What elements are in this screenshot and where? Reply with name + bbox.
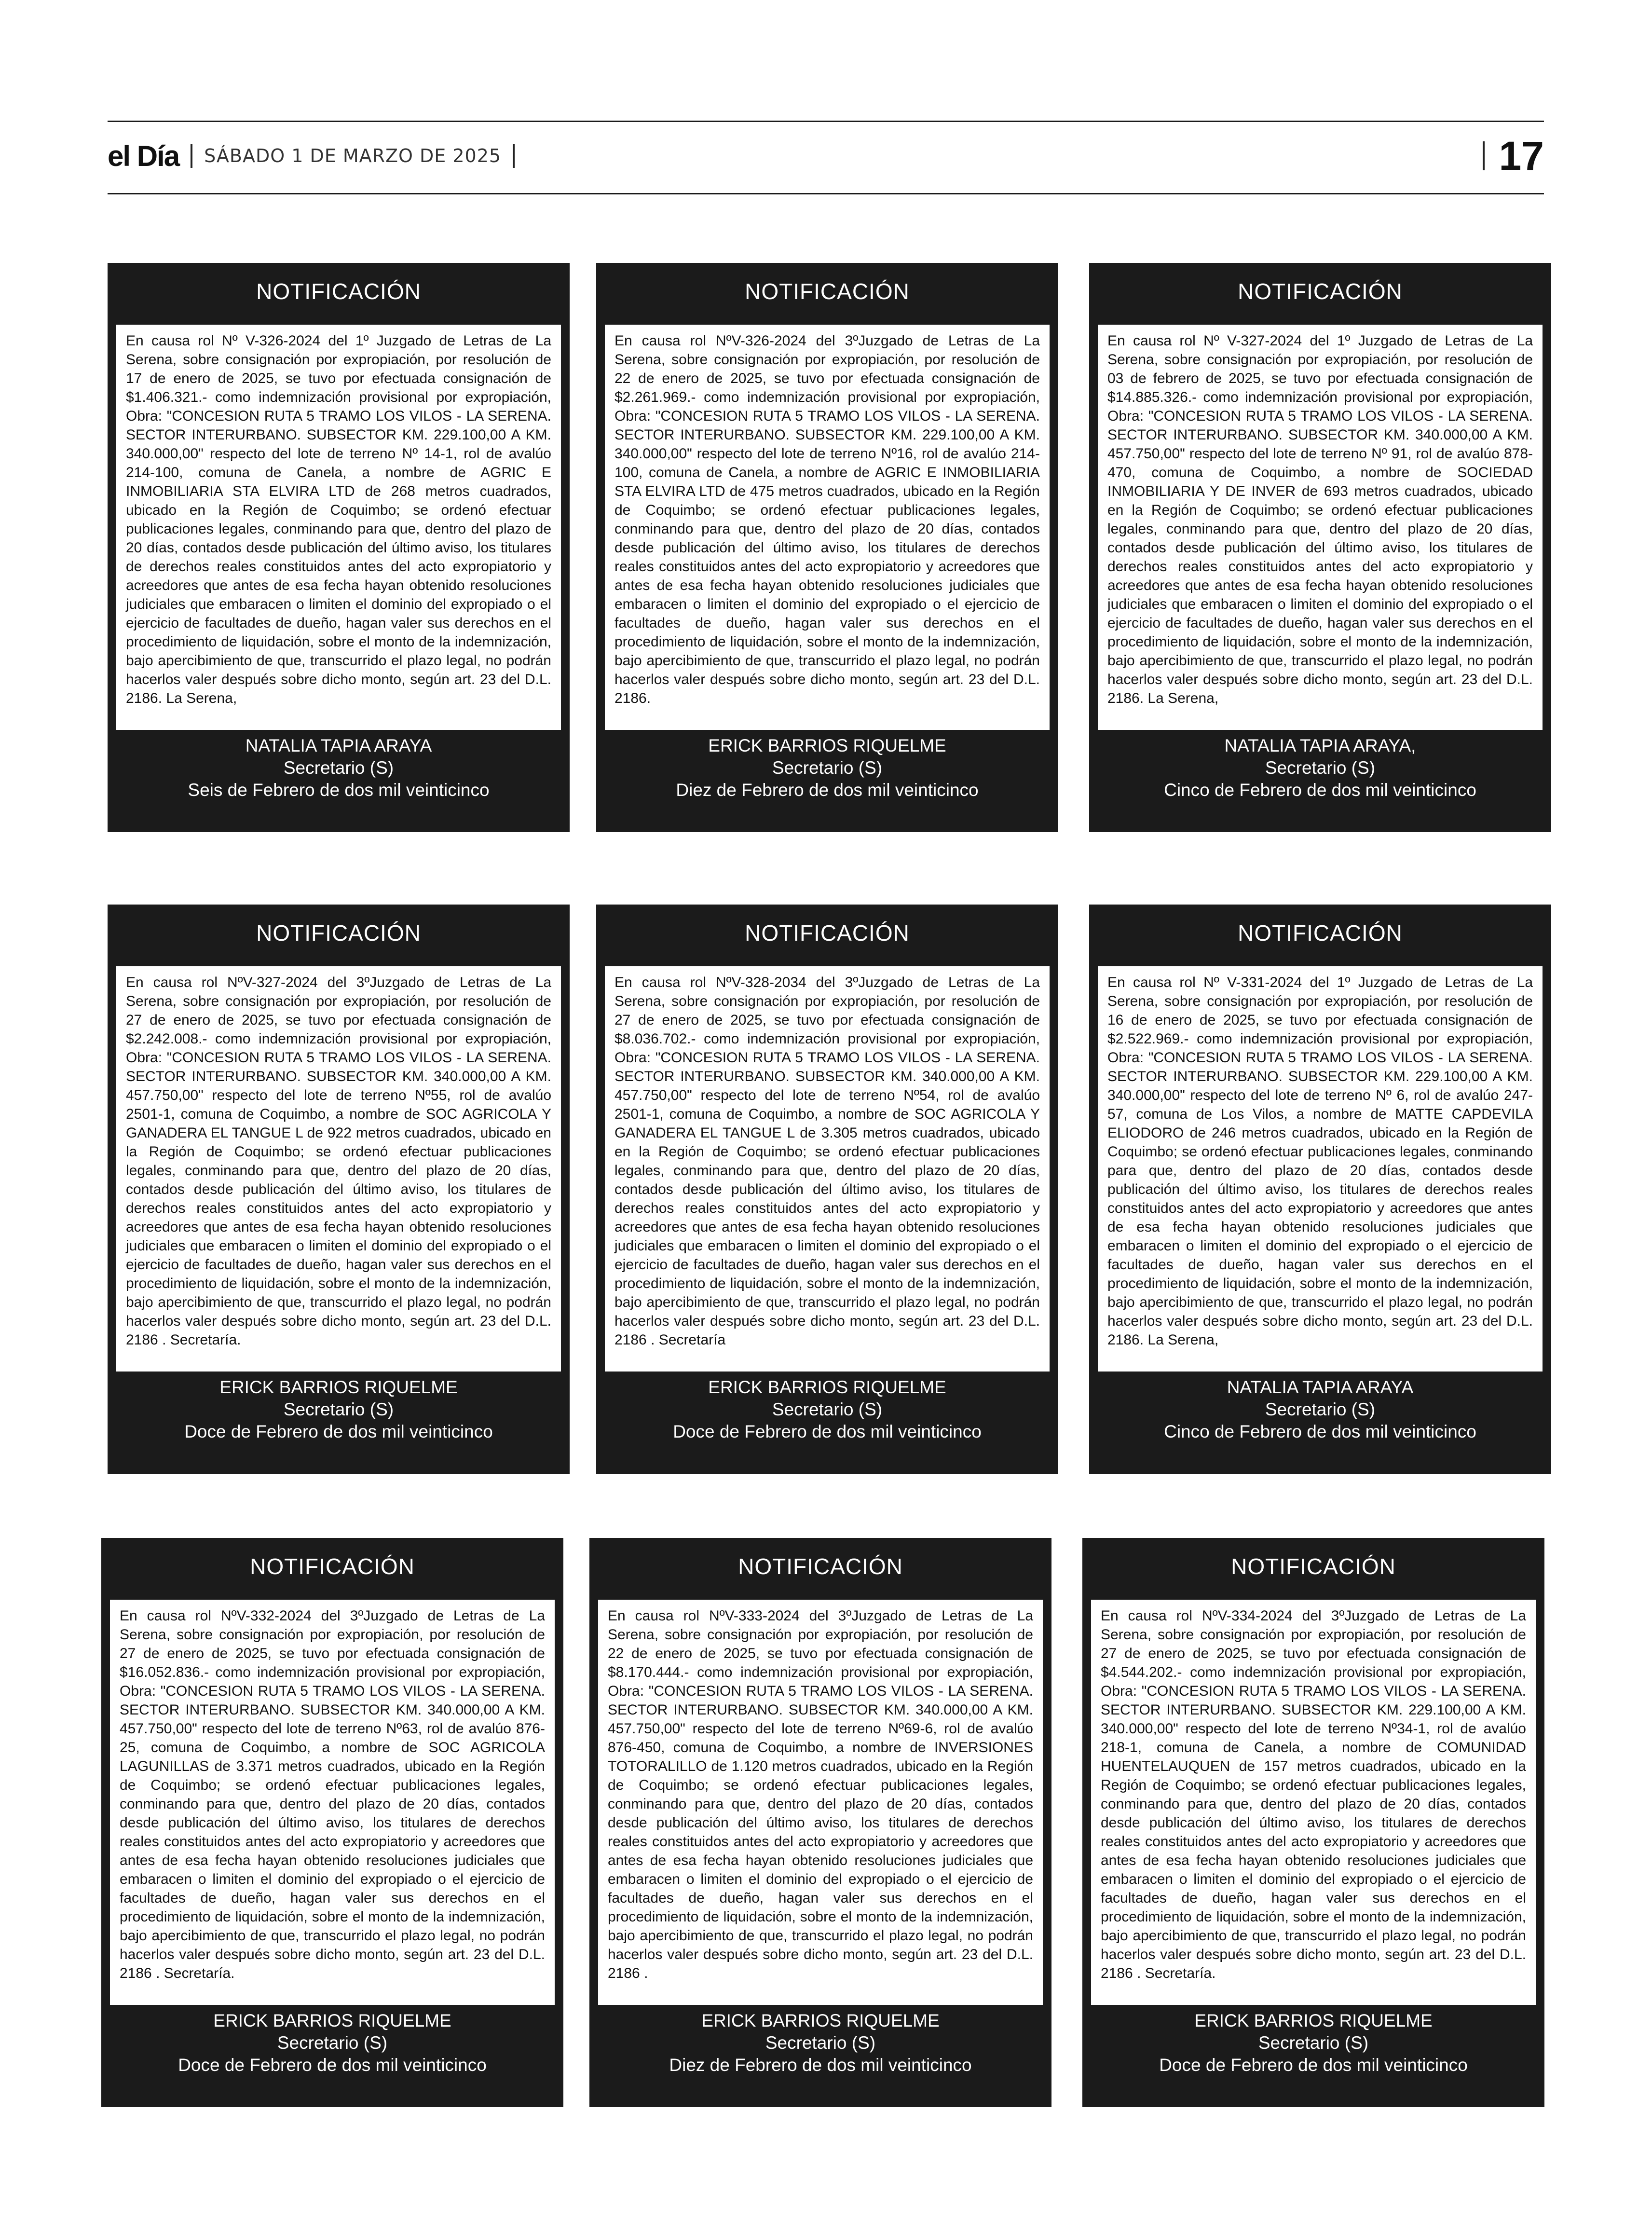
notice-text: En causa rol NºV-327-2024 del 3ºJuzgado de Letras de La Serena, sobre consignación por expropiación, por resolución de 27 de enero de 2025, se tuvo por efectuada consignación de $2.242.008.- como indemnización provisional por expropiación, Obra: "CONCESION RUTA 5 TRAMO LOS VILOS - LA SERENA. SECTOR INTERURBANO. SUBSECTOR KM. 340.000,00 A KM. 457.750,00" respecto del lote de terreno Nº55, rol de avalúo 2501-1, comuna de Coquimbo, a nombre de SOC AGRICOLA Y GANADERA EL TANGUE L de 922 metros cuadrados, ubicado en la Región de Coquimbo; se ordenó efectuar publicaciones legales, conminando para que, dentro del plazo de 20 días, contados desde publicación del último aviso, los titulares de derechos reales constituidos antes del acto expropiatorio y acreedores que antes de esa fecha hayan obtenido resoluciones judiciales que embaracen o limiten el dominio del expropiado o el ejercicio de facultades de dueño, hagan valer sus derechos en el procedimiento de liquidación, sobre el monto de la indemnización, bajo apercibimiento de que, transcurrido el plazo legal, no podrán hacerlos valer después sobre dicho monto, según art. 23 del D.L. 2186 . Secretaría.: [126, 974, 551, 1348]
notice-footer: [1089, 735, 1551, 826]
notice-signer: ERICK BARRIOS RIQUELME: [1194, 2011, 1433, 2030]
notice-role: Secretario (S): [765, 2033, 876, 2053]
notice-footer: [108, 1376, 570, 1468]
notice-footer: [1082, 2010, 1544, 2101]
notice-card: [596, 263, 1058, 832]
notice-body: [598, 1600, 1043, 2005]
notice-role: Secretario (S): [772, 1399, 883, 1419]
notice-title: NOTIFICACIÓN: [745, 920, 910, 946]
notice-signer: NATALIA TAPIA ARAYA: [1227, 1377, 1414, 1397]
header-bottom-rule: [108, 193, 1544, 194]
notice-footer: [596, 735, 1058, 826]
notice-body: [116, 966, 561, 1372]
notice-card: [108, 905, 570, 1474]
notice-signer: ERICK BARRIOS RIQUELME: [708, 1377, 946, 1397]
notice-text: En causa rol NºV-332-2024 del 3ºJuzgado de Letras de La Serena, sobre consignación por expropiación, por resolución de 27 de enero de 2025, se tuvo por efectuada consignación de $16.052.836.- como indemnización provisional por expropiación, Obra: "CONCESION RUTA 5 TRAMO LOS VILOS - LA SERENA. SECTOR INTERURBANO. SUBSECTOR KM. 340.000,00 A KM. 457.750,00" respecto del lote de terreno Nº63, rol de avalúo 876-25, comuna de Coquimbo, a nombre de SOC AGRICOLA LAGUNILLAS de 3.371 metros cuadrados, ubicado en la Región de Coquimbo; se ordenó efectuar publicaciones legales, conminando para que, dentro del plazo de 20 días, contados desde publicación del último aviso, los titulares de derechos reales constituidos antes del acto expropiatorio y acreedores que antes de esa fecha hayan obtenido resoluciones judiciales que embaracen o limiten el dominio del expropiado o el ejercicio de facultades de dueño, hagan valer sus derechos en el procedimiento de liquidación, sobre el monto de la indemnización, bajo apercibimiento de que, transcurrido el plazo legal, no podrán hacerlos valer después sobre dicho monto, según art. 23 del D.L. 2186 . Secretaría.: [120, 1608, 545, 1981]
page-number-block: [1483, 129, 1544, 182]
notice-card: [596, 905, 1058, 1474]
notice-card: [101, 1538, 563, 2107]
notice-footer: [596, 1376, 1058, 1468]
notice-card: [1089, 905, 1551, 1474]
notice-footer: [108, 735, 570, 826]
notice-signer: ERICK BARRIOS RIQUELME: [701, 2011, 940, 2030]
notice-role: Secretario (S): [1258, 2033, 1369, 2053]
notice-title: NOTIFICACIÓN: [256, 920, 421, 946]
notice-title: NOTIFICACIÓN: [738, 1554, 903, 1579]
notice-text: En causa rol NºV-326-2024 del 3ºJuzgado de Letras de La Serena, sobre consignación por expropiación, por resolución de 22 de enero de 2025, se tuvo por efectuada consignación de $2.261.969.- como indemnización provisional por expropiación, Obra: "CONCESION RUTA 5 TRAMO LOS VILOS - LA SERENA. SECTOR INTERURBANO. SUBSECTOR KM. 229.100,00 A KM. 340.000,00" respecto del lote de terreno Nº16, rol de avalúo 214-100, comuna de Canela, a nombre de AGRIC E INMOBILIARIA STA ELVIRA LTD de 475 metros cuadrados, ubicado en la Región de Coquimbo; se ordenó efectuar publicaciones legales, conminando para que, dentro del plazo de 20 días, contados desde publicación del último aviso, los titulares de derechos reales constituidos antes del acto expropiatorio y acreedores que antes de esa fecha hayan obtenido resoluciones judiciales que embaracen o limiten el dominio del expropiado o el ejercicio de facultades de dueño, hagan valer sus derechos en el procedimiento de liquidación, sobre el monto de la indemnización, bajo apercibimiento de que, transcurrido el plazo legal, no podrán hacerlos valer después sobre dicho monto, según art. 23 del D.L. 2186.: [614, 333, 1040, 706]
notice-title: NOTIFICACIÓN: [250, 1554, 415, 1579]
notice-text: En causa rol NºV-333-2024 del 3ºJuzgado de Letras de La Serena, sobre consignación por expropiación, por resolución de 22 de enero de 2025, se tuvo por efectuada consignación de $8.170.444.- como indemnización provisional por expropiación, Obra: "CONCESION RUTA 5 TRAMO LOS VILOS - LA SERENA. SECTOR INTERURBANO. SUBSECTOR KM. 340.000,00 A KM. 457.750,00" respecto del lote de terreno Nº69-6, rol de avalúo 876-450, comuna de Coquimbo, a nombre de INVERSIONES TOTORALILLO de 1.120 metros cuadrados, ubicado en la Región de Coquimbo; se ordenó efectuar publicaciones legales, conminando para que, dentro del plazo de 20 días, contados desde publicación del último aviso, los titulares de derechos reales constituidos antes del acto expropiatorio y acreedores que antes de esa fecha hayan obtenido resoluciones judiciales que embaracen o limiten el dominio del expropiado o el ejercicio de facultades de dueño, hagan valer sus derechos en el procedimiento de liquidación, sobre el monto de la indemnización, bajo apercibimiento de que, transcurrido el plazo legal, no podrán hacerlos valer después sobre dicho monto, según art. 23 del D.L. 2186 .: [608, 1608, 1033, 1981]
notice-signer: NATALIA TAPIA ARAYA,: [1224, 736, 1416, 755]
masthead: [108, 129, 1544, 182]
divider: [191, 144, 192, 168]
notice-date: Seis de Febrero de dos mil veinticinco: [188, 780, 490, 800]
notice-role: Secretario (S): [1265, 758, 1376, 778]
notice-role: Secretario (S): [283, 1399, 394, 1419]
notice-body: [1098, 966, 1543, 1372]
notice-signer: ERICK BARRIOS RIQUELME: [213, 2011, 451, 2030]
notice-signer: ERICK BARRIOS RIQUELME: [708, 736, 946, 755]
notice-title: NOTIFICACIÓN: [1238, 920, 1403, 946]
notice-title: NOTIFICACIÓN: [1231, 1554, 1396, 1579]
notice-body: [605, 966, 1050, 1372]
notice-date: Doce de Febrero de dos mil veinticinco: [1159, 2055, 1468, 2075]
notice-body: [116, 325, 561, 730]
notice-text: En causa rol NºV-334-2024 del 3ºJuzgado de Letras de La Serena, sobre consignación por expropiación, por resolución de 27 de enero de 2025, se tuvo por efectuada consignación de $4.544.202.- como indemnización provisional por expropiación, Obra: "CONCESION RUTA 5 TRAMO LOS VILOS - LA SERENA. SECTOR INTERURBANO. SUBSECTOR KM. 229.100,00 A KM. 340.000,00" respecto del lote de terreno Nº34-1, rol de avalúo 218-1, comuna de Canela, a nombre de COMUNIDAD HUENTELAUQUEN de 157 metros cuadrados, ubicado en la Región de Coquimbo; se ordenó efectuar publicaciones legales, conminando para que, dentro del plazo de 20 días, contados desde publicación del último aviso, los titulares de derechos reales constituidos antes del acto expropiatorio y acreedores que antes de esa fecha hayan obtenido resoluciones judiciales que embaracen o limiten el dominio del expropiado o el ejercicio de facultades de dueño, hagan valer sus derechos en el procedimiento de liquidación, sobre el monto de la indemnización, bajo apercibimiento de que, transcurrido el plazo legal, no podrán hacerlos valer después sobre dicho monto, según art. 23 del D.L. 2186 . Secretaría.: [1101, 1608, 1526, 1981]
notice-text: En causa rol Nº V-327-2024 del 1º Juzgado de Letras de La Serena, sobre consignación por expropiación, por resolución de 03 de febrero de 2025, se tuvo por efectuada consignación de $14.885.326.- como indemnización provisional por expropiación, Obra: "CONCESION RUTA 5 TRAMO LOS VILOS - LA SERENA. SECTOR INTERURBANO. SUBSECTOR KM. 340.000,00 A KM. 457.750,00" respecto del lote de terreno Nº 91, rol de avalúo 878-470, comuna de Coquimbo, a nombre de SOCIEDAD INMOBILIARIA Y DE INVER de 693 metros cuadrados, ubicado en la Región de Coquimbo; se ordenó efectuar publicaciones legales, conminando para que, dentro del plazo de 20 días, contados desde publicación del último aviso, los titulares de derechos reales constituidos antes del acto expropiatorio y acreedores que antes de esa fecha hayan obtenido resoluciones judiciales que embaracen o limiten el dominio del expropiado o el ejercicio de facultades de dueño, hagan valer sus derechos en el procedimiento de liquidación, sobre el monto de la indemnización, bajo apercibimiento de que, transcurrido el plazo legal, no podrán hacerlos valer después sobre dicho monto, según art. 23 del D.L. 2186. La Serena,: [1107, 333, 1533, 706]
notice-date: Cinco de Febrero de dos mil veinticinco: [1164, 1422, 1476, 1441]
notice-footer: [101, 2010, 563, 2101]
notice-date: Doce de Febrero de dos mil veinticinco: [184, 1422, 493, 1441]
notice-body: [1091, 1600, 1536, 2005]
notice-date: Doce de Febrero de dos mil veinticinco: [178, 2055, 487, 2075]
notice-date: Doce de Febrero de dos mil veinticinco: [673, 1422, 982, 1441]
notice-footer: [589, 2010, 1051, 2101]
notice-card: [1082, 1538, 1544, 2107]
notice-title: NOTIFICACIÓN: [1238, 279, 1403, 304]
top-rule: [108, 121, 1544, 122]
notice-body: [605, 325, 1050, 730]
notice-signer: ERICK BARRIOS RIQUELME: [219, 1377, 458, 1397]
notice-date: Cinco de Febrero de dos mil veinticinco: [1164, 780, 1476, 800]
notice-title: NOTIFICACIÓN: [745, 279, 910, 304]
notice-card: [589, 1538, 1051, 2107]
notice-signer: NATALIA TAPIA ARAYA: [245, 736, 432, 755]
notice-body: [1098, 325, 1543, 730]
newspaper-logo: el Día: [108, 139, 179, 172]
notice-role: Secretario (S): [772, 758, 883, 778]
divider: [1483, 141, 1485, 170]
notice-text: En causa rol NºV-328-2034 del 3ºJuzgado de Letras de La Serena, sobre consignación por expropiación, por resolución de 27 de enero de 2025, se tuvo por efectuada consignación de $8.036.702.- como indemnización provisional por expropiación, Obra: "CONCESION RUTA 5 TRAMO LOS VILOS - LA SERENA. SECTOR INTERURBANO. SUBSECTOR KM. 340.000,00 A KM. 457.750,00" respecto del lote de terreno Nº54, rol de avalúo 2501-1, comuna de Coquimbo, a nombre de SOC AGRICOLA Y GANADERA EL TANGUE L de 3.305 metros cuadrados, ubicado en la Región de Coquimbo; se ordenó efectuar publicaciones legales, conminando para que, dentro del plazo de 20 días, contados desde publicación del último aviso, los titulares de derechos reales constituidos antes del acto expropiatorio y acreedores que antes de esa fecha hayan obtenido resoluciones judiciales que embaracen o limiten el dominio del expropiado o el ejercicio de facultades de dueño, hagan valer sus derechos en el procedimiento de liquidación, sobre el monto de la indemnización, bajo apercibimiento de que, transcurrido el plazo legal, no podrán hacerlos valer después sobre dicho monto, según art. 23 del D.L. 2186 . Secretaría: [614, 974, 1040, 1348]
notice-title: NOTIFICACIÓN: [256, 279, 421, 304]
page-number: 17: [1499, 133, 1544, 178]
notice-role: Secretario (S): [1265, 1399, 1376, 1419]
notice-body: [110, 1600, 555, 2005]
divider: [513, 144, 515, 168]
notice-role: Secretario (S): [283, 758, 394, 778]
notice-footer: [1089, 1376, 1551, 1468]
notice-date: Diez de Febrero de dos mil veinticinco: [669, 2055, 972, 2075]
notice-text: En causa rol Nº V-331-2024 del 1º Juzgado de Letras de La Serena, sobre consignación por expropiación, por resolución de 16 de enero de 2025, se tuvo por efectuada consignación de $2.522.969.- como indemnización provisional por expropiación, Obra: "CONCESION RUTA 5 TRAMO LOS VILOS - LA SERENA. SECTOR INTERURBANO. SUBSECTOR KM. 229.100,00 A KM. 340.000,00" respecto del lote de terreno Nº 6, rol de avalúo 247-57, comuna de Los Vilos, a nombre de MATTE CAPDEVILA ELIODORO de 246 metros cuadrados, ubicado en la Región de Coquimbo; se ordenó efectuar publicaciones legales, conminando para que, dentro del plazo de 20 días, contados desde publicación del último aviso, los titulares de derechos reales constituidos antes del acto expropiatorio y acreedores que antes de esa fecha hayan obtenido resoluciones judiciales que embaracen o limiten el dominio del expropiado o el ejercicio de facultades de dueño, hagan valer sus derechos en el procedimiento de liquidación, sobre el monto de la indemnización, bajo apercibimiento de que, transcurrido el plazo legal, no podrán hacerlos valer después sobre dicho monto, según art. 23 del D.L. 2186. La Serena,: [1107, 974, 1533, 1348]
notice-text: En causa rol Nº V-326-2024 del 1º Juzgado de Letras de La Serena, sobre consignación por expropiación, por resolución de 17 de enero de 2025, se tuvo por efectuada consignación de $1.406.321.- como indemnización provisional por expropiación, Obra: "CONCESION RUTA 5 TRAMO LOS VILOS - LA SERENA. SECTOR INTERURBANO. SUBSECTOR KM. 229.100,00 A KM. 340.000,00" respecto del lote de terreno Nº 14-1, rol de avalúo 214-100, comuna de Canela, a nombre de AGRIC E INMOBILIARIA STA ELVIRA LTD de 268 metros cuadrados, ubicado en la Región de Coquimbo; se ordenó efectuar publicaciones legales, conminando para que, dentro del plazo de 20 días, contados desde publicación del último aviso, los titulares de derechos reales constituidos antes del acto expropiatorio y acreedores que antes de esa fecha hayan obtenido resoluciones judiciales que embaracen o limiten el dominio del expropiado o el ejercicio de facultades de dueño, hagan valer sus derechos en el procedimiento de liquidación, sobre el monto de la indemnización, bajo apercibimiento de que, transcurrido el plazo legal, no podrán hacerlos valer después sobre dicho monto, según art. 23 del D.L. 2186. La Serena,: [126, 333, 551, 706]
notice-role: Secretario (S): [277, 2033, 388, 2053]
notice-card: [1089, 263, 1551, 832]
notice-date: Diez de Febrero de dos mil veinticinco: [676, 780, 979, 800]
issue-date: SÁBADO 1 DE MARZO DE 2025: [204, 145, 502, 166]
notice-card: [108, 263, 570, 832]
